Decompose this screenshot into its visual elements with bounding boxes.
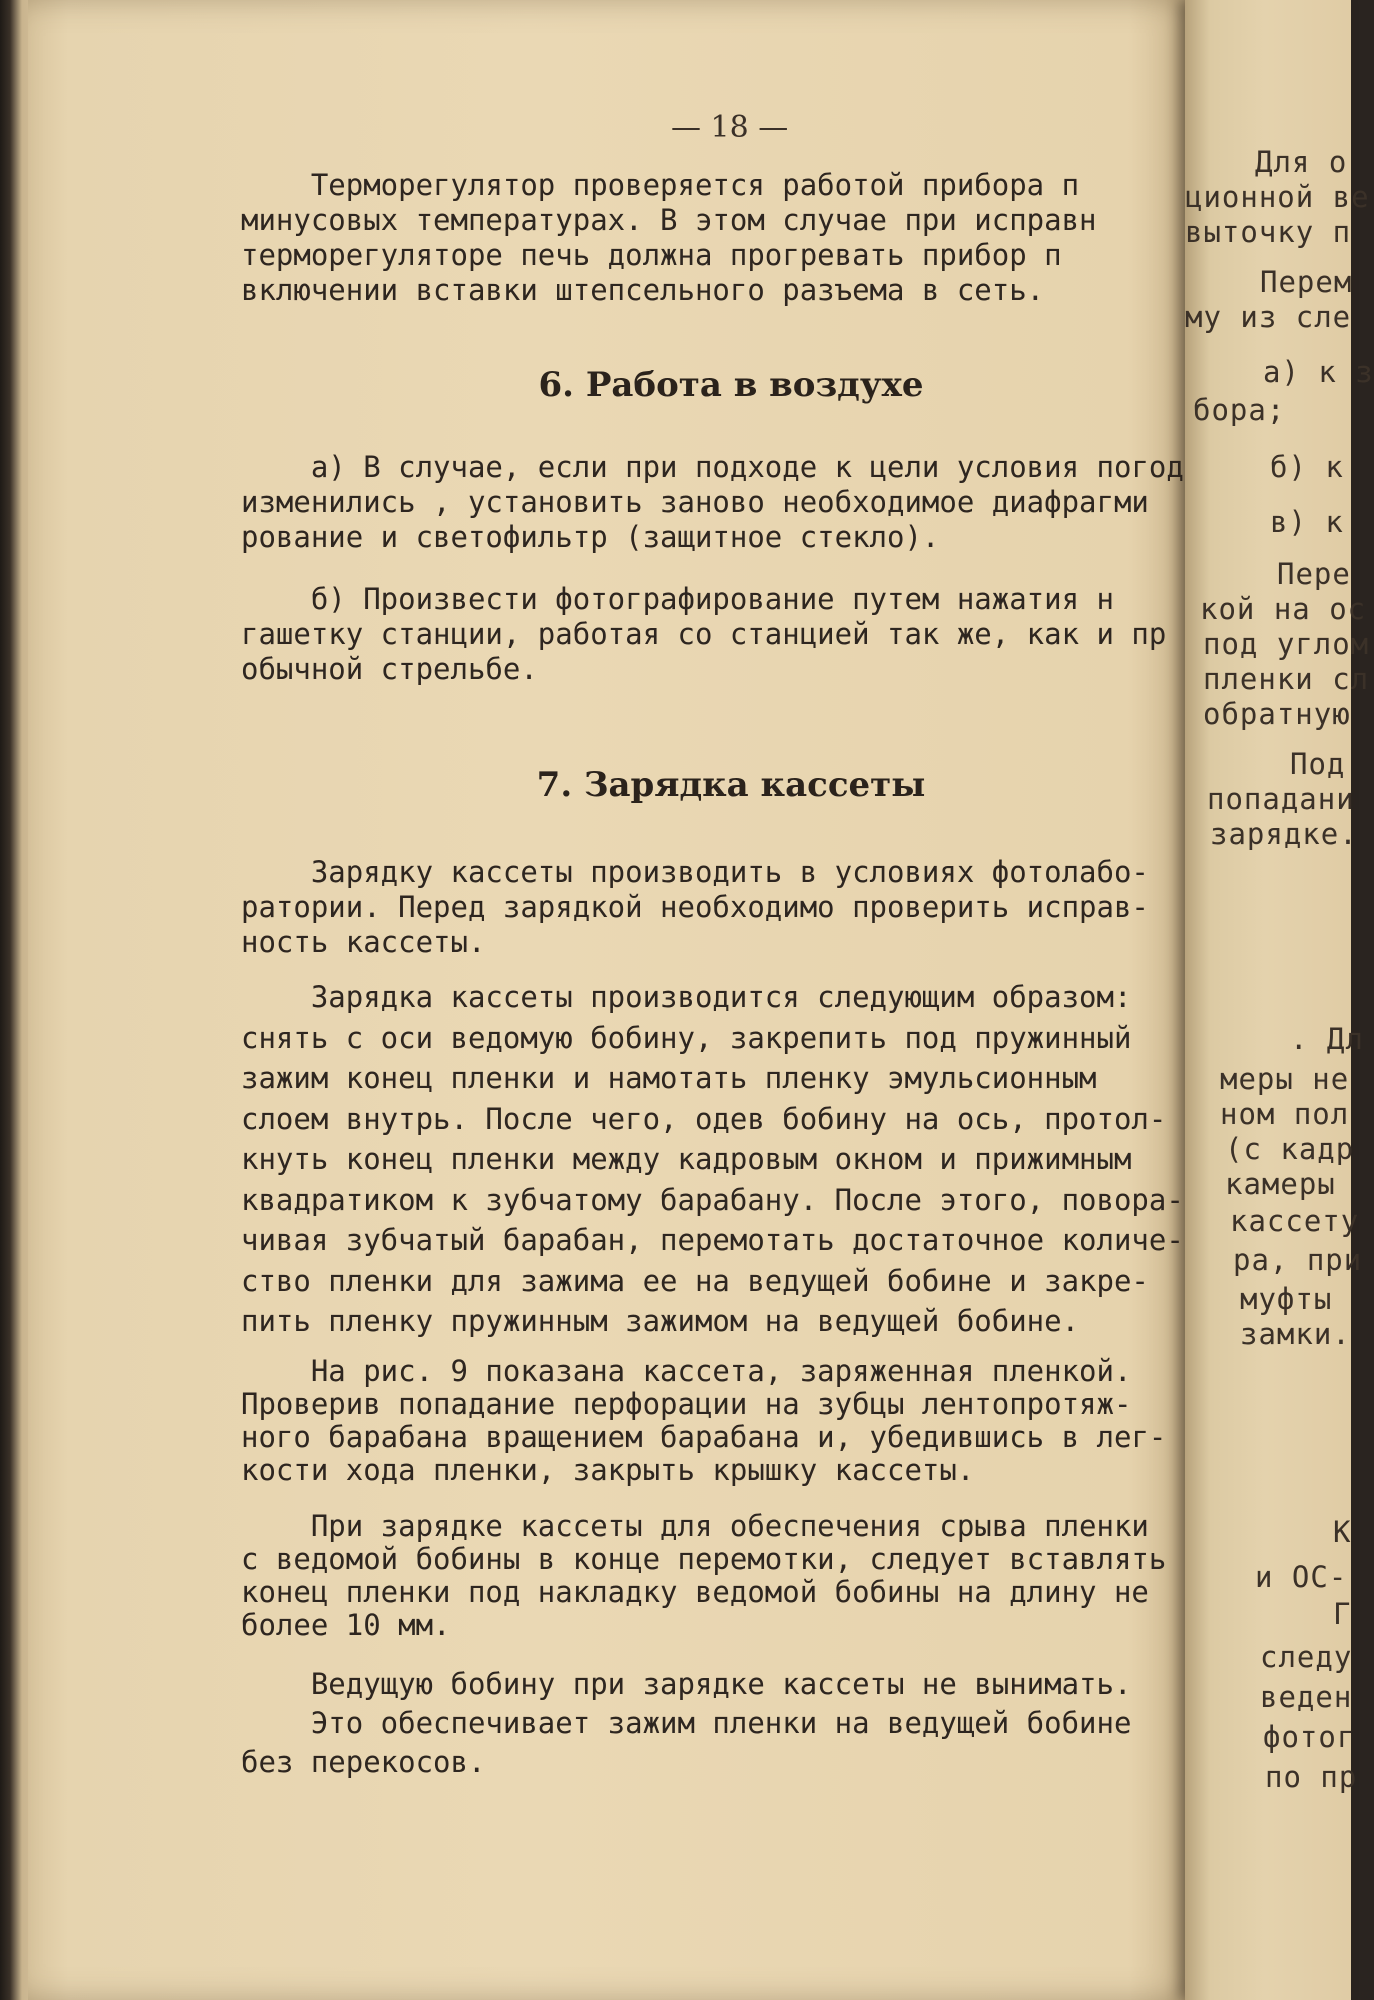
section-7-paragraph-1 (241, 855, 1221, 960)
text-line: Зарядка кассеты производится следующим образом: (241, 980, 1132, 1014)
intro-paragraph (241, 168, 1221, 308)
text-line: без перекосов. (241, 1745, 486, 1779)
fragment: Для о (1255, 145, 1348, 179)
fragment: . Дл (1290, 1022, 1364, 1056)
text-line: ство пленки для зажима ее на ведущей бобине и закре- (241, 1263, 1149, 1298)
fragment: Под (1290, 747, 1346, 781)
text-line: зажим конец пленки и намотать пленку эмульсионным (241, 1061, 1097, 1095)
section-7-paragraph-5 (241, 1665, 1221, 1782)
fragment: ра, при (1233, 1243, 1363, 1277)
fragment: зарядке. (1210, 817, 1358, 851)
fragment: б) к (1270, 450, 1344, 484)
text-line: пить пленку пружинным зажимом на ведущей бобине. (241, 1304, 1080, 1338)
text-line: включении вставки штепсельного разъема в сеть. (241, 273, 1045, 307)
text-line: Зарядку кассеты производить в условиях фотолабо- (241, 855, 1149, 889)
text-line: ность кассеты. (241, 925, 486, 959)
fragment: фотог (1263, 1720, 1356, 1754)
text-line: Ведущую бобину при зарядке кассеты не вынимать. (241, 1667, 1132, 1701)
fragment: му из сле (1185, 300, 1352, 334)
text-line: изменились , установить заново необходимое диафрагми (241, 485, 1149, 519)
text-line: Терморегулятор проверяется работой прибора п (241, 168, 1080, 202)
text-line: обычной стрельбе. (241, 652, 538, 686)
text-line: На рис. 9 показана кассета, заряженная пленкой. (241, 1354, 1132, 1388)
fragment: камеры (1225, 1167, 1336, 1201)
text-line: Проверив попадание перфорации на зубцы лентопротяж- (241, 1387, 1132, 1421)
section-7-paragraph-3 (241, 1355, 1221, 1487)
fragment: муфты (1240, 1282, 1333, 1316)
text-line: гашетку станции, работая со станцией так же, как и пр (241, 617, 1167, 651)
fragment: замки. (1240, 1317, 1351, 1351)
fragment: К (1333, 1515, 1352, 1549)
text-line: ного барабана вращением барабана и, убедившись в лег- (241, 1420, 1167, 1454)
fragment: Г (1333, 1597, 1352, 1631)
section-7-paragraph-2 (241, 977, 1221, 1342)
text-line: ратории. Перед зарядкой необходимо проверить исправ- (241, 890, 1149, 924)
fragment: выточку п (1185, 215, 1352, 249)
fragment: кассету (1230, 1204, 1360, 1238)
fragment: попадани (1207, 782, 1355, 816)
fragment: по пр (1265, 1760, 1358, 1794)
fragment: следу (1260, 1640, 1353, 1674)
text-line: более 10 мм. (241, 1608, 451, 1642)
fragment: пленки сл (1203, 662, 1370, 696)
section-6-heading: 6. Работа в воздухе (538, 365, 924, 405)
fragment: а) к з (1263, 355, 1374, 389)
fragment: в) к (1270, 505, 1344, 539)
section-7-paragraph-4 (241, 1510, 1221, 1642)
text-line: Это обеспечивает зажим пленки на ведущей бобине (241, 1706, 1132, 1740)
fragment: Пере (1277, 557, 1351, 591)
text-line: минусовых температурах. В этом случае при исправн (241, 203, 1097, 237)
text-line: а) В случае, если при подходе к цели условия погод (241, 450, 1184, 484)
facing-page-edge (1185, 0, 1374, 2000)
fragment: обратную (1203, 697, 1351, 731)
text-line: снять с оси ведомую бобину, закрепить под пружинный (241, 1020, 1132, 1055)
fragment: и ОС- (1255, 1560, 1348, 1594)
section-6-paragraph-b (241, 582, 1221, 687)
text-line: рование и светофильтр (защитное стекло). (241, 520, 940, 554)
text-line: слоем внутрь. После чего, одев бобину на ось, протол- (241, 1101, 1167, 1136)
text-line: кости хода пленки, закрыть крышку кассеты. (241, 1453, 975, 1487)
text-line: При зарядке кассеты для обеспечения срыва пленки (241, 1509, 1149, 1543)
fragment: (с кадр (1225, 1132, 1355, 1166)
text-line: чивая зубчатый барабан, перемотать достаточное количе- (241, 1223, 1184, 1257)
fragment: под углом (1203, 627, 1370, 661)
fragment: ном пол (1220, 1097, 1350, 1131)
fragment: кой на ос (1200, 592, 1367, 626)
fragment: веден (1260, 1680, 1353, 1714)
fragment: Перем (1260, 265, 1353, 299)
section-6-paragraph-a (241, 450, 1221, 555)
text-line: кнуть конец пленки между кадровым окном и прижимным (241, 1142, 1132, 1176)
text-line: квадратиком к зубчатому барабану. После этого, повора- (241, 1182, 1184, 1217)
fragment: бора; (1193, 393, 1286, 427)
text-line: терморегуляторе печь должна прогревать прибор п (241, 238, 1062, 272)
text-line: б) Произвести фотографирование путем нажатия н (241, 582, 1114, 616)
text-line: конец пленки под накладку ведомой бобины на длину не (241, 1575, 1149, 1609)
text-line: с ведомой бобины в конце перемотки, следует вставлять (241, 1542, 1167, 1576)
fragment: ционной ве (1185, 180, 1370, 214)
fragment: меры не (1220, 1062, 1350, 1096)
page-number: — 18 — (671, 110, 789, 145)
section-7-heading: 7. Зарядка кассеты (536, 765, 926, 805)
